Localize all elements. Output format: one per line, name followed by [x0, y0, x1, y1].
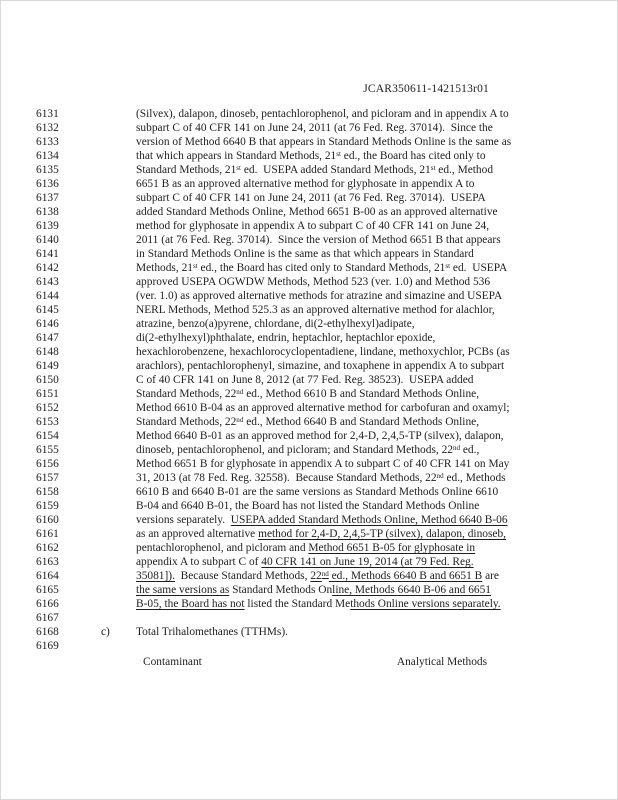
doc-line — [36, 149, 609, 163]
text-segment: Because Standard Methods, — [174, 570, 311, 582]
text-segment: ed., Method 6610 B and Standard Methods Online, — [243, 388, 480, 400]
line-text — [101, 289, 609, 303]
doc-line — [36, 191, 609, 205]
line-number: 6160 — [36, 514, 59, 526]
line-text — [101, 233, 609, 247]
line-text — [101, 583, 609, 597]
text-segment: di(2-ethylhexyl)phthalate, endrin, heptachlor, heptachlor epoxide, — [136, 332, 436, 344]
line-number: 6169 — [36, 640, 59, 652]
text-segment: 22 — [310, 570, 322, 582]
line-text — [101, 429, 609, 443]
line-number: 6142 — [36, 262, 59, 274]
table-header-contaminant: Contaminant — [143, 656, 202, 668]
line-text — [101, 191, 609, 205]
text-segment: ed. USEPA — [450, 262, 508, 274]
doc-line — [36, 401, 609, 415]
line-number: 6145 — [36, 304, 59, 316]
doc-line — [36, 639, 609, 653]
text-segment: nd — [436, 471, 444, 480]
text-segment: nd — [236, 387, 244, 396]
line-number: 6143 — [36, 276, 59, 288]
text-segment: 6651 B as an approved alternative method for glyphosate in appendix A to — [136, 178, 475, 190]
table-header-analytical: Analytical Methods — [396, 656, 488, 668]
line-number: 6135 — [36, 164, 59, 176]
doc-line — [36, 429, 609, 443]
text-segment: the same versions as — [136, 584, 230, 596]
text-segment: subpart C of 40 CFR 141 on June 24, 2011 (at 76 Fed. Reg. 37014). USEPA — [136, 192, 486, 204]
line-number: 6136 — [36, 178, 59, 190]
line-text — [101, 345, 609, 359]
line-number: 6167 — [36, 612, 59, 624]
line-text — [101, 569, 609, 583]
text-segment: ed., Method — [435, 164, 494, 176]
doc-line — [36, 625, 609, 639]
line-number: 6139 — [36, 220, 59, 232]
document-lines — [36, 107, 609, 653]
doc-line — [36, 611, 609, 625]
line-number: 6153 — [36, 416, 59, 428]
line-number: 6137 — [36, 192, 59, 204]
line-text — [101, 457, 609, 471]
text-segment: atrazine, benzo(a)pyrene, chlordane, di(2-ethylhexyl)adipate, — [136, 318, 415, 330]
doc-line — [36, 317, 609, 331]
text-segment: nd — [452, 443, 461, 452]
text-segment: Standard Methods, 22 — [136, 388, 237, 400]
text-segment: pentachlorophenol, and picloram and — [136, 542, 309, 554]
text-segment: Method 6640 B-01 as an approved method for 2,4-D, 2,4,5-TP (silvex), dalapon, — [136, 430, 504, 442]
text-segment: method for 2,4-D, 2,4,5-TP (silvex), dalapon, dinoseb, — [258, 528, 506, 540]
line-number: 6138 — [36, 206, 59, 218]
text-segment: hexachlorobenzene, hexachlorocyclopentadiene, lindane, methoxychlor, PCBs (as — [136, 346, 510, 358]
line-number: 6131 — [36, 108, 59, 120]
line-number: 6140 — [36, 234, 59, 246]
text-segment: subpart C of 40 CFR 141 on June 24, 2011 (at 76 Fed. Reg. 37014). Since the — [136, 122, 493, 134]
doc-line — [36, 345, 609, 359]
text-segment: ed., the Board has cited only to Standard Methods, 21 — [197, 262, 446, 274]
text-segment: NERL Methods, Method 525.3 as an approved alternative method for alachlor, — [136, 304, 495, 316]
line-number: 6147 — [36, 332, 59, 344]
text-segment: Standard Methods, 21 — [136, 164, 237, 176]
text-segment: line, Methods 6640 B-06 and 6651 — [332, 584, 491, 596]
doc-line — [36, 555, 609, 569]
document-content — [36, 107, 609, 669]
doc-line — [36, 219, 609, 233]
text-segment: that which appears in Standard Methods, 21 — [136, 150, 337, 162]
doc-line — [36, 527, 609, 541]
text-segment: (Silvex), dalapon, dinoseb, pentachlorophenol, and picloram and in appendix A to — [136, 108, 509, 120]
text-segment: ed., Methods 6640 B and 6651 B — [328, 570, 483, 582]
line-text — [101, 149, 609, 163]
text-segment: thods Online versions separately. — [350, 598, 501, 610]
text-segment: in Standard Methods Online is the same as that which appears in Standard — [136, 248, 474, 260]
line-number: 6165 — [36, 584, 59, 596]
text-segment: B-05, the Board has not — [136, 598, 245, 610]
text-segment: version of Method 6640 B that appears in Standard Methods Online is the same as — [136, 136, 512, 148]
text-segment: Standard Methods, 22 — [136, 416, 237, 428]
text-segment: nd — [321, 569, 329, 578]
doc-line — [36, 135, 609, 149]
line-text — [101, 317, 609, 331]
doc-line — [36, 359, 609, 373]
doc-line — [36, 541, 609, 555]
line-number: 6162 — [36, 542, 59, 554]
text-segment: 35081]). — [136, 570, 175, 582]
line-text — [101, 541, 609, 555]
line-number: 6163 — [36, 556, 59, 568]
doc-line — [36, 303, 609, 317]
text-segment: appendix A to subpart C of — [136, 556, 262, 568]
doc-line — [36, 415, 609, 429]
line-text — [101, 121, 609, 135]
text-segment: Method 6610 B-04 as an approved alternative method for carbofuran and oxamyl; — [136, 402, 510, 414]
doc-line — [36, 583, 609, 597]
line-text — [101, 527, 609, 541]
text-segment: 31, 2013 (at 78 Fed. Reg. 32558). Because Standard Methods, 22 — [136, 472, 437, 484]
document-id: JCAR350611-1421513r01 — [363, 83, 489, 95]
text-segment: versions separately. — [136, 514, 231, 526]
line-text — [101, 513, 609, 527]
line-text — [101, 415, 609, 429]
doc-line — [36, 121, 609, 135]
line-number: 6146 — [36, 318, 59, 330]
line-text — [101, 625, 609, 639]
doc-line — [36, 331, 609, 345]
doc-line — [36, 597, 609, 611]
doc-line — [36, 485, 609, 499]
text-segment: Standard Methods On — [229, 584, 333, 596]
text-segment: C of 40 CFR 141 on June 8, 2012 (at 77 Fed. Reg. 38523). USEPA added — [136, 374, 474, 386]
doc-line — [36, 443, 609, 457]
text-segment: approved USEPA OGWDW Methods, Method 523 (ver. 1.0) and Method 536 — [136, 276, 491, 288]
text-segment: st — [430, 163, 436, 172]
text-segment: Total Trihalomethanes (TTHMs). — [136, 626, 289, 638]
text-segment: 6610 B and 6640 B-01 are the same versions as Standard Methods Online 6610 — [136, 486, 499, 498]
text-segment: 40 CFR 141 on June 19, 2014 (at 79 Fed. Reg. — [261, 556, 474, 568]
text-segment: dinoseb, pentachlorophenol, and picloram; and Standard Methods, 22 — [136, 444, 453, 456]
doc-line — [36, 289, 609, 303]
line-number: 6150 — [36, 374, 59, 386]
text-segment: st — [236, 163, 241, 172]
line-number: 6151 — [36, 388, 59, 400]
line-number: 6134 — [36, 150, 59, 162]
line-text — [101, 303, 609, 317]
doc-line — [36, 373, 609, 387]
line-number: 6158 — [36, 486, 59, 498]
text-segment: listed the Standard Me — [244, 598, 351, 610]
doc-line — [36, 569, 609, 583]
text-segment: as an approved alternative — [136, 528, 259, 540]
text-segment: B-04 and 6640 B-01, the Board has not listed the Standard Methods Online — [136, 500, 480, 512]
text-segment: ed., — [460, 444, 480, 456]
line-text — [101, 401, 609, 415]
text-segment: ed., Methods — [443, 472, 506, 484]
line-number: 6168 — [36, 626, 59, 638]
doc-line — [36, 247, 609, 261]
line-number: 6156 — [36, 458, 59, 470]
doc-line — [36, 261, 609, 275]
line-number: 6154 — [36, 430, 59, 442]
line-text — [101, 219, 609, 233]
line-number: 6132 — [36, 122, 59, 134]
line-text — [101, 485, 609, 499]
text-segment: st — [445, 261, 451, 270]
text-segment: Methods, 21 — [136, 262, 193, 274]
text-segment: ed. USEPA added Standard Methods, 21 — [241, 164, 431, 176]
doc-line — [36, 177, 609, 191]
text-segment: ed., the Board has cited only to — [340, 150, 486, 162]
doc-line — [36, 275, 609, 289]
text-segment: 2011 (at 76 Fed. Reg. 37014). Since the version of Method 6651 B that appears — [136, 234, 501, 246]
line-text — [101, 275, 609, 289]
line-number: 6144 — [36, 290, 59, 302]
text-segment: (ver. 1.0) as approved alternative methods for atrazine and simazine and USEPA — [136, 290, 503, 302]
doc-line — [36, 499, 609, 513]
line-text — [101, 443, 609, 457]
line-number: 6141 — [36, 248, 59, 260]
doc-line — [36, 471, 609, 485]
line-text — [101, 373, 609, 387]
doc-line — [36, 513, 609, 527]
line-text — [101, 135, 609, 149]
text-segment: USEPA added Standard Methods Online, Method 6640 B-06 — [230, 514, 508, 526]
text-segment: method for glyphosate in appendix A to subpart C of 40 CFR 141 on June 24, — [136, 220, 490, 232]
text-segment: st — [336, 149, 341, 158]
line-text — [101, 205, 609, 219]
line-text — [101, 387, 609, 401]
text-segment: Method 6651 B-05 for glyphosate in — [308, 542, 476, 554]
line-number: 6133 — [36, 136, 59, 148]
doc-line — [36, 387, 609, 401]
line-text — [101, 359, 609, 373]
doc-line — [36, 233, 609, 247]
line-text — [101, 499, 609, 513]
line-number: 6148 — [36, 346, 59, 358]
line-number: 6164 — [36, 570, 59, 582]
line-text — [101, 331, 609, 345]
text-segment: arachlors), pentachlorophenyl, simazine, and toxaphene in appendix A to subpart — [136, 360, 505, 372]
line-number: 6149 — [36, 360, 59, 372]
line-text — [101, 177, 609, 191]
line-number: 6152 — [36, 402, 59, 414]
text-segment: nd — [236, 415, 244, 424]
line-text — [101, 107, 609, 121]
line-text — [101, 261, 609, 275]
line-text — [101, 163, 609, 177]
doc-line — [36, 205, 609, 219]
line-number: 6159 — [36, 500, 59, 512]
line-text — [101, 555, 609, 569]
text-segment: ed., Method 6640 B and Standard Methods Online, — [243, 416, 480, 428]
clause-label: c) — [101, 626, 110, 638]
text-segment: added Standard Methods Online, Method 6651 B-00 as an approved alternative — [136, 206, 498, 218]
doc-line — [36, 107, 609, 121]
line-number: 6166 — [36, 598, 59, 610]
doc-line — [36, 163, 609, 177]
line-text — [101, 597, 609, 611]
line-text — [101, 247, 609, 261]
line-number: 6157 — [36, 472, 59, 484]
line-number: 6155 — [36, 444, 59, 456]
doc-line — [36, 457, 609, 471]
line-text — [101, 471, 609, 485]
text-segment: Method 6651 B for glyphosate in appendix A to subpart C of 40 CFR 141 on May — [136, 458, 510, 470]
text-segment: st — [192, 261, 198, 270]
table-header-row — [36, 655, 609, 669]
line-number: 6161 — [36, 528, 59, 540]
text-segment: are — [482, 570, 499, 582]
